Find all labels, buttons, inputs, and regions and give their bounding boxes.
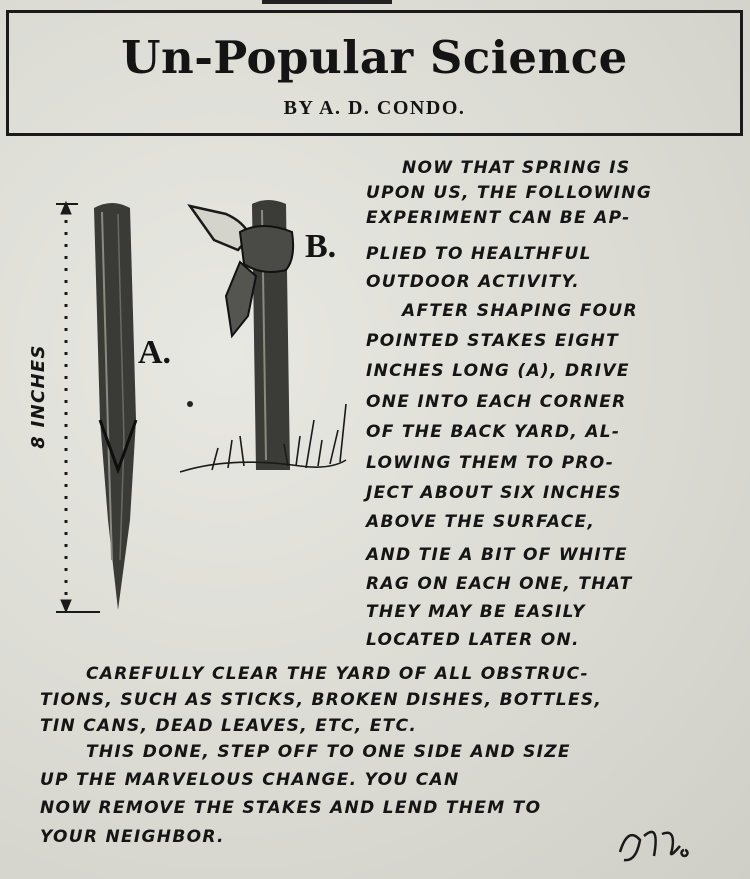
line: CAREFULLY CLEAR THE YARD OF ALL OBSTRUC- — [86, 664, 589, 684]
line: LOCATED LATER ON. — [366, 630, 580, 650]
line: THEY MAY BE EASILY — [366, 602, 586, 622]
line: JECT ABOUT SIX INCHES — [366, 483, 622, 503]
line: TIONS, SUCH AS STICKS, BROKEN DISHES, BOTTLES, — [40, 690, 603, 710]
byline: BY A. D. CONDO. — [283, 97, 466, 119]
line: NOW THAT SPRING IS — [402, 158, 631, 178]
line: NOW REMOVE THE STAKES AND LEND THEM TO — [40, 798, 542, 818]
line: OF THE BACK YARD, AL- — [366, 422, 621, 442]
line: ONE INTO EACH CORNER — [366, 392, 627, 412]
line: THIS DONE, STEP OFF TO ONE SIDE AND SIZE — [86, 742, 571, 762]
line: EXPERIMENT CAN BE AP- — [366, 208, 631, 228]
line: PLIED TO HEALTHFUL — [366, 244, 592, 264]
label-b: B. — [305, 228, 337, 265]
line: LOWING THEM TO PRO- — [366, 453, 615, 473]
line: YOUR NEIGHBOR. — [40, 827, 225, 847]
label-a: A. — [138, 334, 172, 371]
line: ABOVE THE SURFACE, — [366, 512, 596, 532]
line: AND TIE A BIT OF WHITE — [366, 545, 628, 565]
measure-label: 8 INCHES — [27, 344, 49, 449]
line: UP THE MARVELOUS CHANGE. YOU CAN — [40, 770, 460, 790]
line: RAG ON EACH ONE, THAT — [366, 574, 633, 594]
line: INCHES LONG (A), DRIVE — [366, 361, 630, 381]
line: TIN CANS, DEAD LEAVES, ETC, ETC. — [40, 716, 418, 736]
line: OUTDOOR ACTIVITY. — [366, 272, 581, 292]
line: POINTED STAKES EIGHT — [366, 331, 620, 351]
line: AFTER SHAPING FOUR — [402, 301, 638, 321]
page-title: Un-Popular Science — [121, 31, 628, 84]
line: UPON US, THE FOLLOWING — [366, 183, 653, 203]
